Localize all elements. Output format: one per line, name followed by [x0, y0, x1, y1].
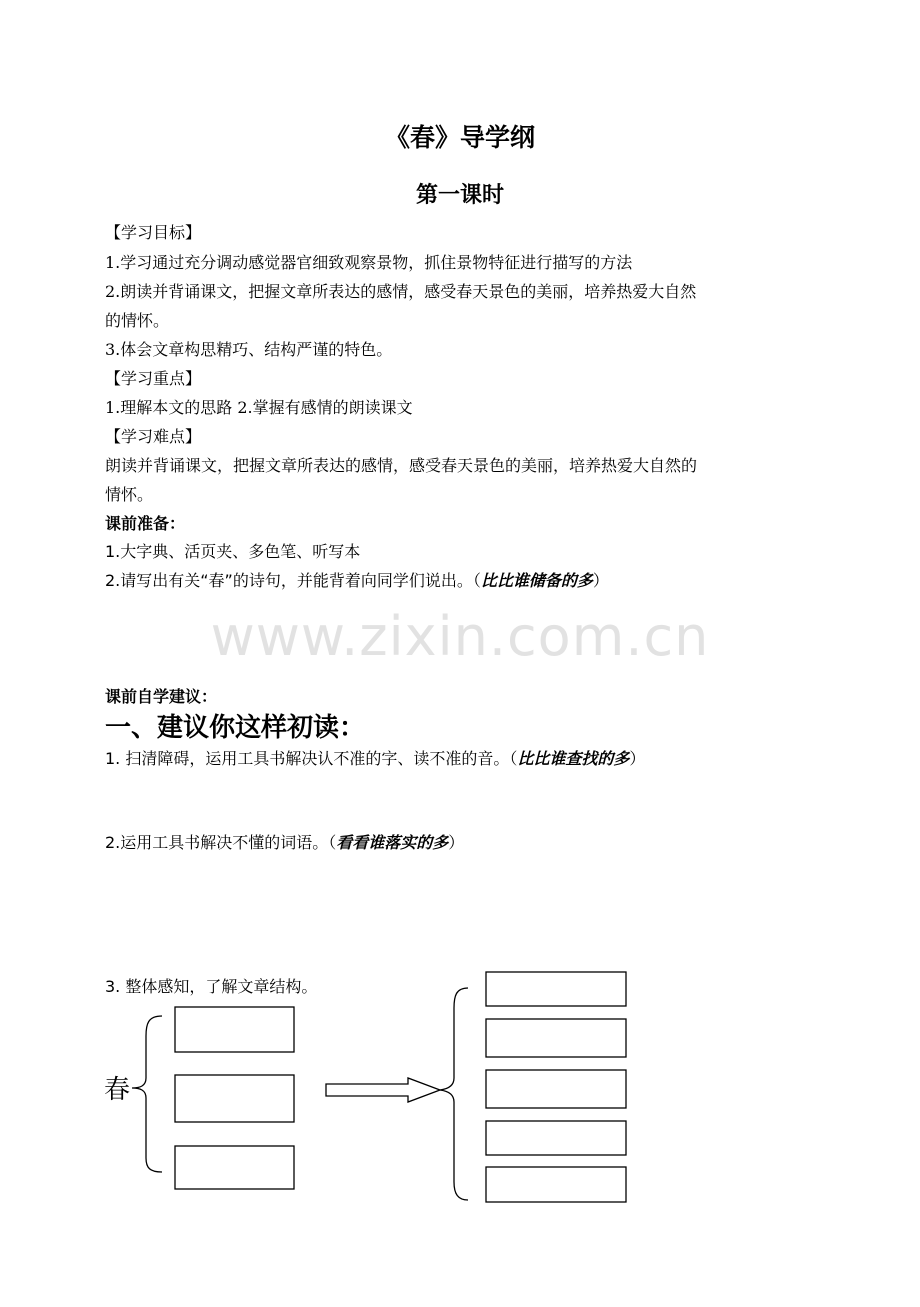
difficulties-heading: 【学习难点】	[105, 427, 202, 446]
key-points-text: 1.理解本文的思路 2.掌握有感情的朗读课文	[105, 398, 413, 417]
difficulties-line1: 朗读并背诵课文，把握文章所表达的感情，感受春天景色的美丽，培养热爱大自然的	[105, 456, 698, 475]
step-3: 3. 整体感知，了解文章结构。	[105, 977, 318, 996]
self-study-heading: 课前自学建议：	[105, 687, 218, 706]
left-answer-box[interactable]	[175, 1146, 294, 1189]
right-answer-box[interactable]	[486, 1121, 626, 1155]
objective-1: 1.学习通过充分调动感觉器官细致观察景物，抓住景物特征进行描写的方法	[105, 253, 633, 272]
diagram-root-label: 春	[104, 1075, 131, 1105]
prep-item-2-close: ）	[592, 571, 609, 590]
arrow-icon	[326, 1078, 440, 1102]
right-answer-box[interactable]	[486, 972, 626, 1006]
step-1-text: 1. 扫清障碍，运用工具书解决认不准的字、读不准的音。（	[105, 749, 518, 768]
prep-heading: 课前准备：	[105, 514, 186, 533]
lesson-subtitle: 第一课时	[415, 182, 504, 208]
right-answer-box[interactable]	[486, 1019, 626, 1057]
objective-2-line2: 的情怀。	[105, 311, 170, 330]
left-answer-box[interactable]	[175, 1075, 294, 1122]
watermark: www.zixin.com.cn	[210, 605, 710, 668]
right-brace	[440, 988, 468, 1200]
step-1	[105, 748, 645, 770]
step-1-emphasis: 比比谁查找的多	[517, 749, 630, 768]
section-title: 一、建议你这样初读：	[105, 713, 366, 743]
prep-item-2-text: 2.请写出有关“春”的诗句，并能背着向同学们说出。（	[105, 571, 481, 590]
step-2	[105, 832, 464, 854]
step-2-text: 2.运用工具书解决不懂的词语。（	[105, 833, 337, 852]
left-answer-box[interactable]	[175, 1007, 294, 1052]
document-title: 《春》导学纲	[384, 123, 535, 152]
difficulties-line2: 情怀。	[105, 485, 154, 504]
step-2-emphasis: 看看谁落实的多	[336, 833, 449, 852]
step-2-close: ）	[448, 833, 465, 852]
prep-item-1: 1.大字典、活页夹、多色笔、听写本	[105, 542, 361, 561]
right-answer-box[interactable]	[486, 1070, 626, 1108]
step-1-close: ）	[629, 749, 646, 768]
left-brace	[132, 1016, 162, 1172]
right-answer-box[interactable]	[486, 1167, 626, 1202]
prep-item-2-emphasis: 比比谁储备的多	[480, 571, 593, 590]
key-points-heading: 【学习重点】	[105, 369, 202, 388]
structure-diagram	[0, 960, 920, 1220]
objective-2-line1: 2.朗读并背诵课文，把握文章所表达的感情，感受春天景色的美丽，培养热爱大自然	[105, 282, 697, 301]
objectives-heading: 【学习目标】	[105, 223, 202, 242]
prep-item-2	[105, 570, 609, 592]
objective-3: 3.体会文章构思精巧、结构严谨的特色。	[105, 340, 393, 359]
